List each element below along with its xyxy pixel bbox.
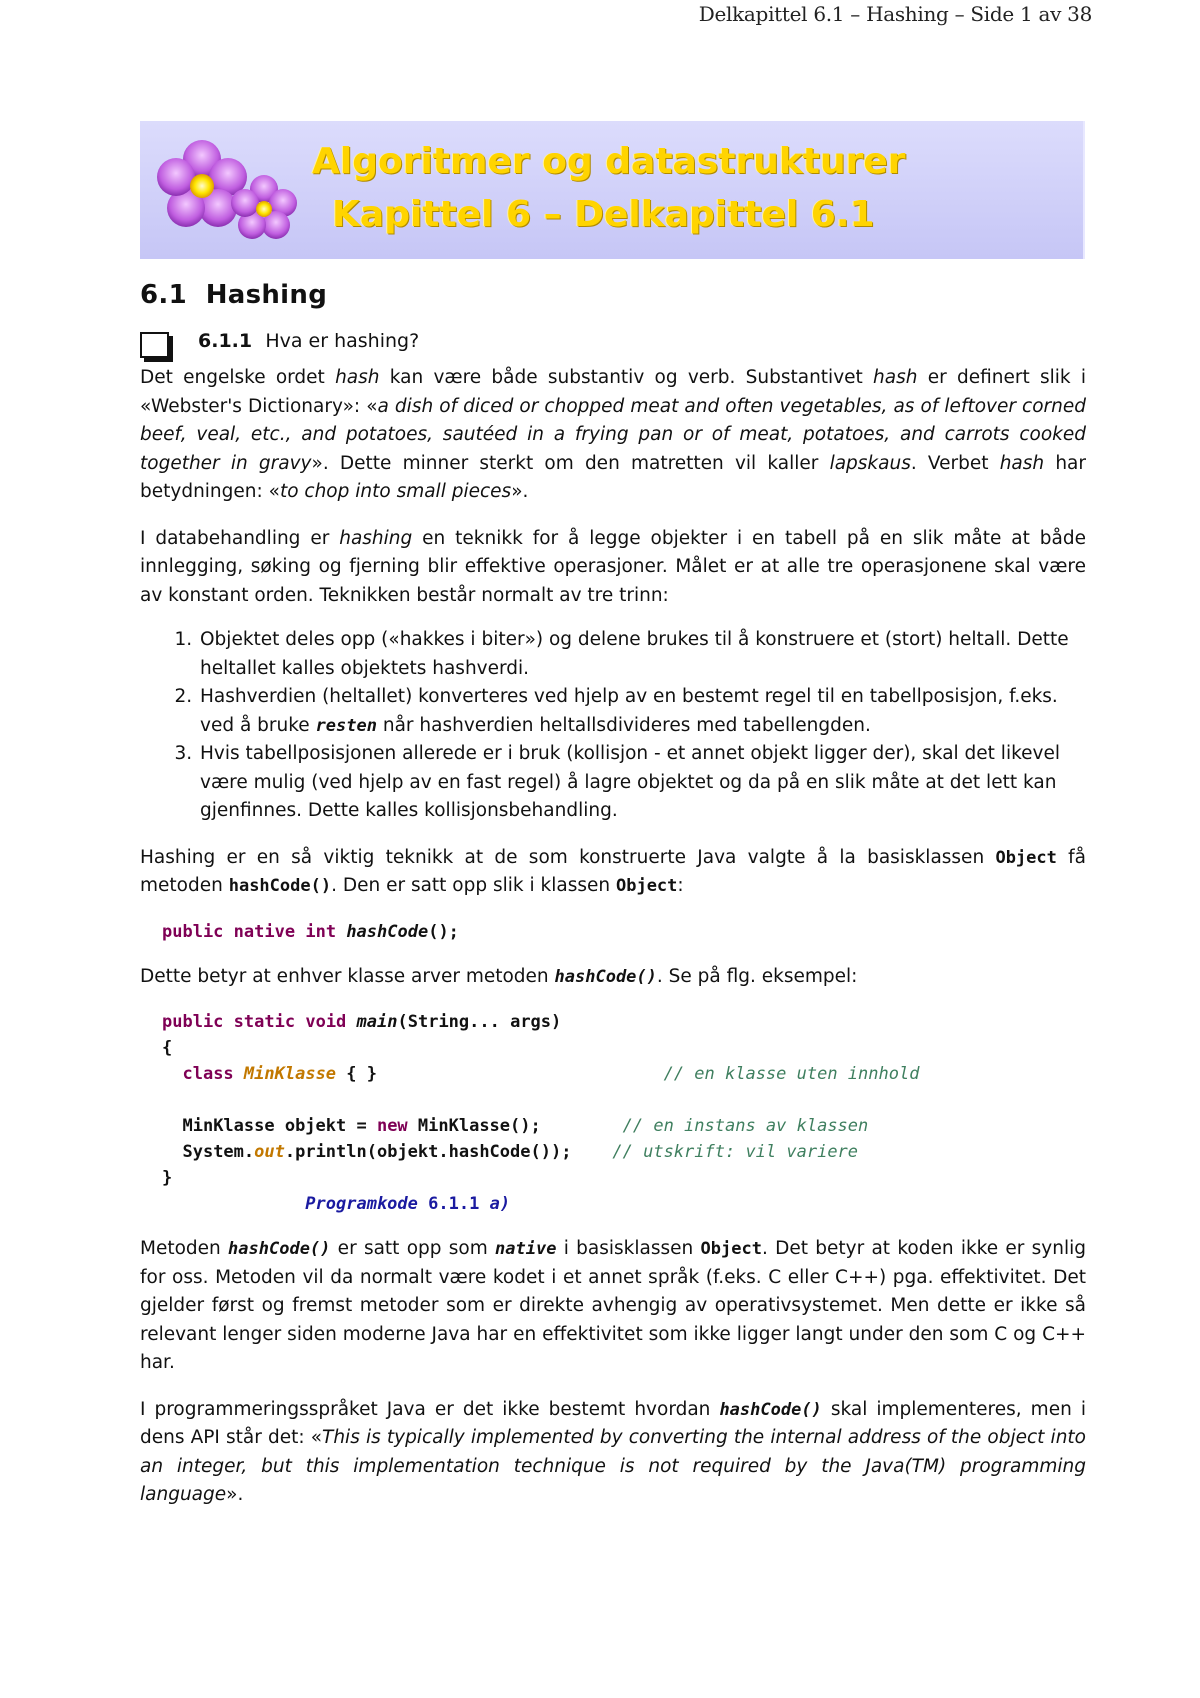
paragraph-databehandling: I databehandling er hashing en teknikk for å legge objekter i en tabell på en slik måte at både innlegging, søking og fjerning blir effektive operasjoner. Målet er at alle tre operasjonene skal være av konstant orden. Teknikken består normalt av tre trinn: [140, 527, 1086, 606]
code-block-hashcode: public native int hashCode(); [162, 921, 459, 942]
section-number: 6.1 [140, 280, 187, 310]
header-dash: – [954, 2, 965, 26]
main-content [140, 280, 1086, 1510]
banner-title: Algoritmer og datastrukturer [312, 141, 906, 182]
subsection-title: Hva er hashing? [265, 330, 420, 352]
page-header [699, 2, 1092, 26]
steps-list [140, 626, 1086, 826]
code-block-example: public static void main(String... args) { class MinKlasse { } // en klasse uten innhold MinKlasse objekt = new MinKlasse(); // en instans av klassen System.out.println(objekt.hashCode()); // utskrift: vil variere } Programkode 6.1.1 a) [162, 1012, 920, 1214]
api-quote: This is typically implemented by converting the internal address of the object into an integer, but this implementation technique is not required by the Java(TM) programming language [140, 1427, 1086, 1505]
subsection-number: 6.1.1 [198, 330, 253, 352]
code-caption: Programkode 6.1.1 a) [305, 1194, 511, 1214]
paragraph-java-api: I programmeringsspråket Java er det ikke bestemt hvordan hashCode() skal implementeres, men i dens API står det: «This is typically implemented by converting the internal address of the object into an integer, but this implementation technique is not required by the Java(TM) programming language». [140, 1398, 1086, 1505]
banner-subtitle: Kapittel 6 – Delkapittel 6.1 [332, 194, 875, 235]
header-chapter: Delkapittel 6.1 [698, 2, 845, 26]
flower-logo-icon [152, 131, 302, 251]
paragraph-object-class: Hashing er en så viktig teknikk at de som konstruerte Java valgte å la basisklassen Object få metoden hashCode(). Den er satt opp slik i klassen Object: [140, 846, 1087, 896]
chapter-banner [140, 121, 1085, 259]
list-item: 2. Hashverdien (heltallet) konverteres ved hjelp av en bestemt regel til en tabellposisjon, f.eks. ved å bruke resten når hashverdien heltallsdivideres med tabellengden. [198, 683, 1086, 740]
list-item: 3. Hvis tabellposisjonen allerede er i bruk (kollisjon - et annet objekt ligger der), skal det likevel være mulig (ved hjelp av en fast regel) å lagre objektet og da på en slik måte at det lett kan gjenfinnes. Dette kalles kollisjonsbehandling. [198, 740, 1086, 826]
paragraph-inherit: Dette betyr at enhver klasse arver metoden hashCode(). Se på flg. eksempel: [140, 965, 858, 987]
list-item: 1. Objektet deles opp («hakkes i biter») og delene brukes til å konstruere et (stort) heltall. Dette heltallet kalles objektets hashverdi. [198, 626, 1086, 683]
header-topic: Hashing [866, 2, 949, 26]
section-heading [140, 280, 1086, 310]
checkbox-icon [140, 332, 169, 358]
subsection-heading [140, 330, 1086, 360]
webster-quote: a dish of diced or chopped meat and often vegetables, as of leftover corned beef, veal, etc., and potatoes, sautéed in a frying pan or of meat, potatoes, and carrots cooked together in gravy [140, 395, 1086, 474]
header-page-number: Side 1 av 38 [970, 2, 1092, 26]
header-dash: – [850, 2, 860, 26]
paragraph-native: Metoden hashCode() er satt opp som native i basisklassen Object. Det betyr at koden ikke er synlig for oss. Metoden vil da normalt være kodet i et annet språk (f.eks. C eller C++) pga. effektivitet. Det gjelder først og fremst metoder som er direkte avhengig av operativsystemet. Men dette er ikke så relevant lenger siden moderne Java har en effektivitet som ikke ligger langt under den som C og C++ har. [140, 1238, 1086, 1373]
paragraph-intro: Det engelske ordet hash kan være både substantiv og verb. Substantivet hash er definert slik i «Webster's Dictionary»: «a dish of diced or chopped meat and often vegetables, as of leftover corned beef, veal, etc., and potatoes, sautéed in a frying pan or of meat, potatoes, and carrots cooked together in gravy». Dette minner sterkt om den matretten vil kaller lapskaus. Verbet hash har betydningen: «to chop into small pieces». [140, 367, 1086, 502]
section-title: Hashing [205, 280, 328, 310]
